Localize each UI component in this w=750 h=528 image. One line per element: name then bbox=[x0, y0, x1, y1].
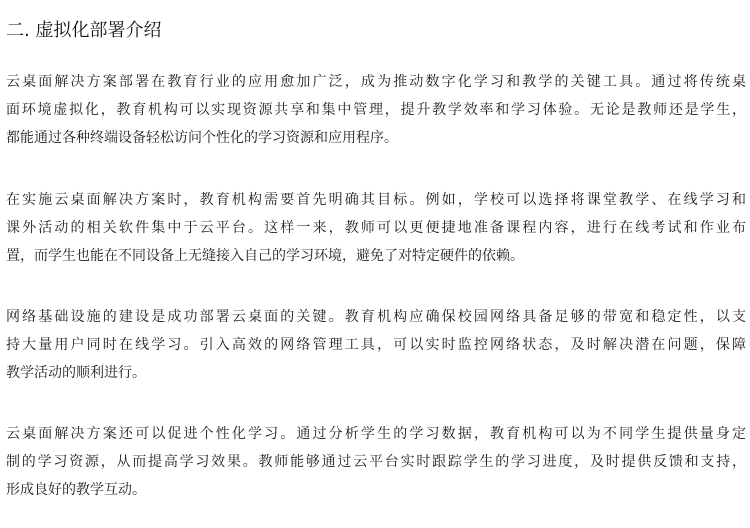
paragraph-line: 在实施云桌面解决方案时，教育机构需要首先明确其目标。例如，学校可以选择将课堂教学、在线学习和 bbox=[6, 192, 746, 208]
paragraph-line: 都能通过各种终端设备轻松访问个性化的学习资源和应用程序。 bbox=[6, 130, 398, 146]
paragraph-line: 形成良好的教学互动。 bbox=[6, 482, 146, 498]
paragraph-1 bbox=[6, 68, 746, 152]
paragraph-4 bbox=[6, 420, 746, 504]
paragraph-line: 云桌面解决方案还可以促进个性化学习。通过分析学生的学习数据，教育机构可以为不同学生提供量身定 bbox=[6, 426, 746, 442]
paragraph-line: 面环境虚拟化，教育机构可以实现资源共享和集中管理，提升教学效率和学习体验。无论是教师还是学生， bbox=[6, 102, 746, 118]
paragraph-line: 课外活动的相关软件集中于云平台。这样一来，教师可以更便捷地准备课程内容，进行在线考试和作业布 bbox=[6, 220, 746, 236]
paragraph-3 bbox=[6, 303, 746, 387]
paragraph-line: 制的学习资源，从而提高学习效果。教师能够通过云平台实时跟踪学生的学习进度，及时提供反馈和支持， bbox=[6, 454, 746, 470]
paragraph-line: 云桌面解决方案部署在教育行业的应用愈加广泛，成为推动数字化学习和教学的关键工具。通过将传统桌 bbox=[6, 74, 746, 90]
paragraph-line: 网络基础设施的建设是成功部署云桌面的关键。教育机构应确保校园网络具备足够的带宽和稳定性，以支 bbox=[6, 309, 746, 325]
paragraph-line: 教学活动的顺利进行。 bbox=[6, 365, 146, 381]
paragraph-2 bbox=[6, 186, 746, 270]
paragraph-line: 置，而学生也能在不同设备上无缝接入自己的学习环境，避免了对特定硬件的依赖。 bbox=[6, 248, 524, 264]
section-heading: 二. 虚拟化部署介绍 bbox=[6, 20, 162, 41]
paragraph-line: 持大量用户同时在线学习。引入高效的网络管理工具，可以实时监控网络状态，及时解决潜在问题，保障 bbox=[6, 337, 746, 353]
